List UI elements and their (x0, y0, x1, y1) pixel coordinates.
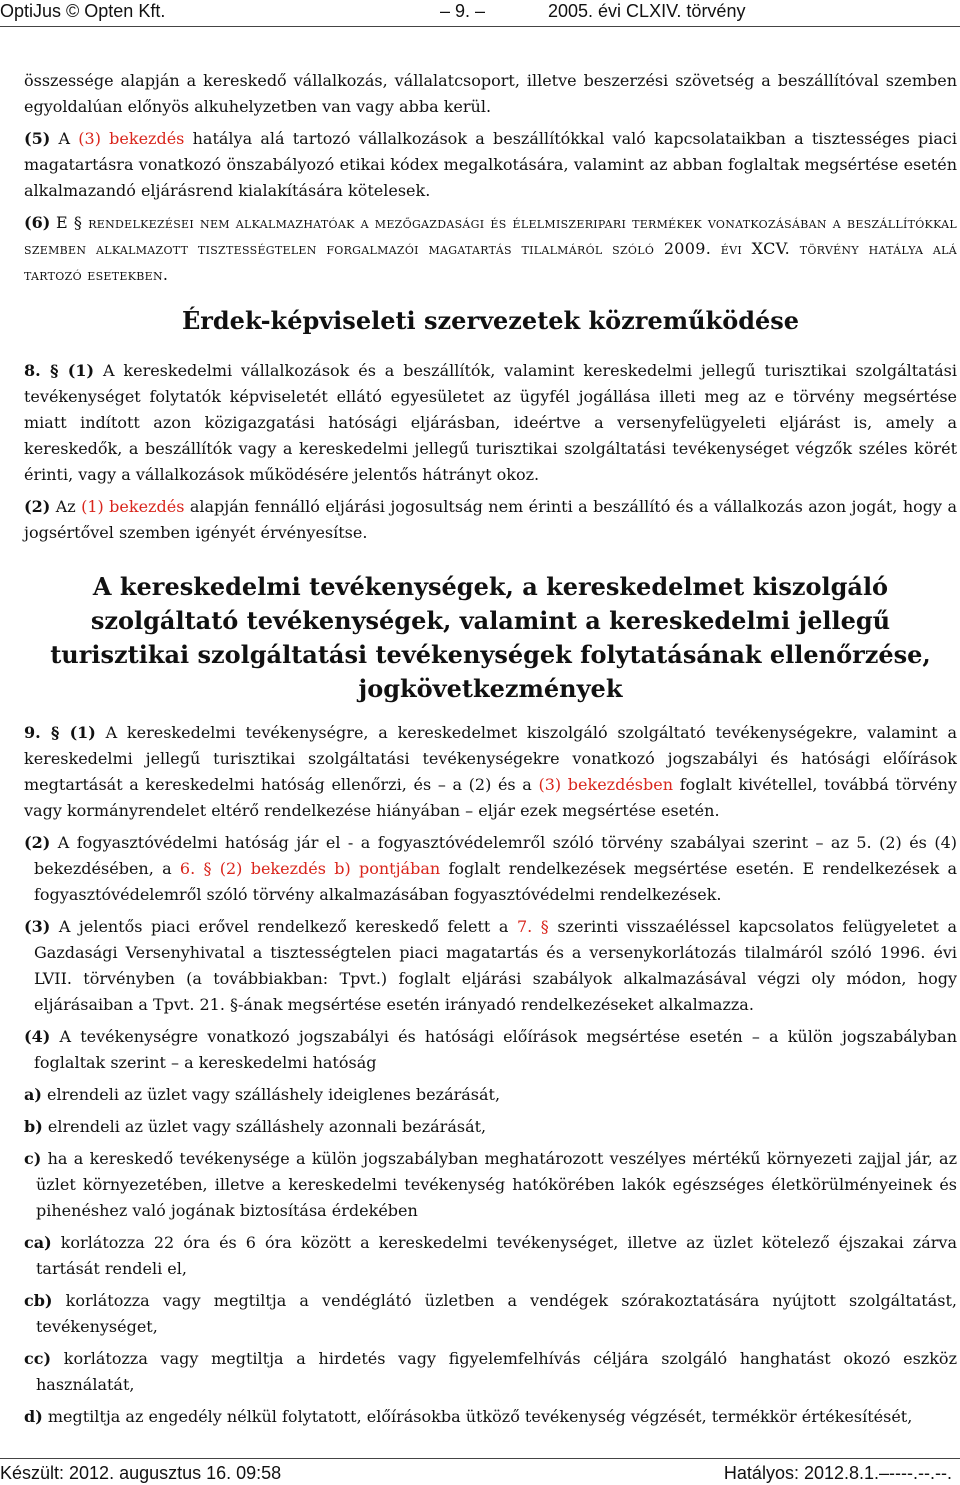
paragraph-continuation: összessége alapján a kereskedő vállalkozás, vállalatcsoport, illetve beszerzési szövetség a beszállítóval szemben egyoldalúan előnyös alkuhelyzetben van vagy abba kerül. (24, 71, 957, 116)
list-item: cc) korlátozza vagy megtiltja a hirdetés vagy figyelemfelhívás céljára szolgáló hanghatást okozó eszköz használatát, (24, 1349, 957, 1394)
list-item: ca) korlátozza 22 óra és 6 óra között a kereskedelmi tevékenységet, illetve az üzlet kötelező éjszakai zárva tartását rendeli el, (24, 1233, 957, 1278)
document-body (24, 68, 957, 1436)
paragraph-number: (6) (24, 213, 51, 232)
paragraph-number: (4) (24, 1027, 51, 1046)
list-item: d) megtiltja az engedély nélkül folytatott, előírásokba ütköző tevékenység végzését, termékkör értékesítését, (24, 1407, 913, 1426)
page-number: – 9. – (440, 1, 486, 21)
paragraph-8-2: (2) Az (1) bekezdés alapján fennálló eljárási jogosultság nem érinti a beszállító és a vállalkozás azon jogát, hogy a jogsértővel szemben igényét érvényesítse. (24, 497, 958, 542)
effective-date: Hatályos: 2012.8.1.–----.--.--. (723, 1463, 952, 1483)
section-heading-8: Érdek-képviseleti szervezetek közreműködése (181, 306, 800, 335)
list-item: cb) korlátozza vagy megtiltja a vendéglátó üzletben a vendégek szórakoztatására nyújtott szolgáltatást, tevékenységet, (24, 1291, 958, 1336)
list-item: b) elrendeli az üzlet vagy szálláshely azonnali bezárását, (24, 1117, 487, 1136)
page-footer (0, 1458, 960, 1485)
cross-reference-link[interactable]: (3) bekezdés (78, 129, 185, 148)
paragraph-number: (2) (24, 497, 51, 516)
cross-reference-link[interactable]: (3) bekezdésben (538, 775, 674, 794)
paragraph-9-4: (4) A tevékenységre vonatkozó jogszabályi és hatósági előírások megsértése esetén – a külön jogszabályban foglaltak szerint – a kereskedelmi hatóság (24, 1027, 957, 1072)
cross-reference-link[interactable]: 6. § (2) bekezdés b) pontjában (179, 859, 441, 878)
paragraph-7-6: (6) E § rendelkezései nem alkalmazhatóak a mezőgazdasági és élelmiszeripari termékek vonatkozásában a beszállítókkal szemben alkalmazott tisztességtelen forgalmazói magatartás tilalmáról szóló 2009. évi XCV. törvény hatálya alá tartozó esetekben. (24, 213, 957, 284)
point-list (24, 1082, 957, 1430)
section-number: 9. § (1) (24, 723, 96, 742)
list-item: a) elrendeli az üzlet vagy szálláshely ideiglenes bezárását, (24, 1085, 501, 1104)
paragraph-9-3: (3) A jelentős piaci erővel rendelkező kereskedő felett a 7. § szerinti visszaéléssel kapcsolatos felügyeletet a Gazdasági Versenyhivatal a tisztességtelen piaci magatartás és a versenykorlátozás tilalmáról szóló 1996. évi LVII. törvényben (a továbbiakban: Tpvt.) foglalt eljárási szabályok alkalmazásával végzi oly módon, hogy eljárásaiban a Tpvt. 21. §-ának megsértése esetén irányadó rendelkezéseket alkalmazza. (24, 917, 958, 1014)
cross-reference-link[interactable]: (1) bekezdés (81, 497, 185, 516)
paragraph-number: (5) (24, 129, 51, 148)
page-header (0, 0, 960, 27)
section-number: 8. § (1) (24, 361, 95, 380)
list-item: c) ha a kereskedő tevékenysége a külön jogszabályban meghatározott veszélyes mértékű környezeti zajjal jár, az üzlet környezetében, illetve a kereskedelmi tevékenység hatókörében lakók egészséges életkörülményeinek és pihenéshez való jogának biztosítása érdekében (24, 1149, 957, 1220)
paragraph-8-1: 8. § (1) A kereskedelmi vállalkozások és a beszállítók, valamint kereskedelmi jellegű turisztikai szolgáltatási tevékenységet folytatók képviseletét ellátó egyesületet az ügyfél jogállása illeti meg az e törvény megsértése miatt indított azon közigazgatási hatósági eljárásban, ideértve a versenyfelügyeleti eljárást is, amely a kereskedők, a beszállítók vagy a kereskedelmi jellegű turisztikai szolgáltatási tevékenységet végzők széles körét érinti, vagy a vállalkozások működésére jelentős hátrányt okoz. (24, 361, 958, 484)
law-title: 2005. évi CLXIV. törvény (548, 1, 746, 21)
cross-reference-link[interactable]: 7. § (516, 917, 549, 936)
paragraph-number: (3) (24, 917, 51, 936)
created-date: Készült: 2012. augusztus 16. 09:58 (0, 1463, 282, 1483)
paragraph-number: (2) (24, 833, 51, 852)
publisher-label: OptiJus © Opten Kft. (0, 1, 166, 21)
section-heading-9: A kereskedelmi tevékenységek, a kereskedelmet kiszolgáló szolgáltató tevékenységek, valamint a kereskedelmi jellegű turisztikai szolgáltatási tevékenységek folytatásának ellenőrzése, jogkövetkezmények (50, 572, 931, 703)
paragraph-9-1: 9. § (1) A kereskedelmi tevékenységre, a kereskedelmet kiszolgáló szolgáltató tevékenységekre, valamint a kereskedelmi jellegű turisztikai szolgáltatási tevékenységekre vonatkozó jogszabályi és hatósági előírások megtartását a kereskedelmi hatóság ellenőrzi, és – a (2) és a (3) bekezdésben foglalt kivétellel, továbbá törvény vagy kormányrendelet eltérő rendelkezése hiányában – eljár ezek megsértése esetén. (24, 723, 957, 820)
paragraph-9-2: (2) A fogyasztóvédelmi hatóság jár el - a fogyasztóvédelemről szóló törvény szabályai szerint – az 5. (2) és (4) bekezdésében, a 6. § (2) bekezdés b) pontjában foglalt rendelkezések megsértése esetén. E rendelkezések a fogyasztóvédelemről szóló törvény alkalmazásában fogyasztóvédelmi rendelkezések. (24, 833, 958, 904)
paragraph-7-5: (5) A (3) bekezdés hatálya alá tartozó vállalkozások a beszállítókkal való kapcsolataikban a tisztességes piaci magatartásra vonatkozó önszabályozó etikai kódex megalkotására, valamint az abban foglaltak megsértése esetén alkalmazandó eljárásrend kialakítására kötelesek. (24, 129, 957, 200)
